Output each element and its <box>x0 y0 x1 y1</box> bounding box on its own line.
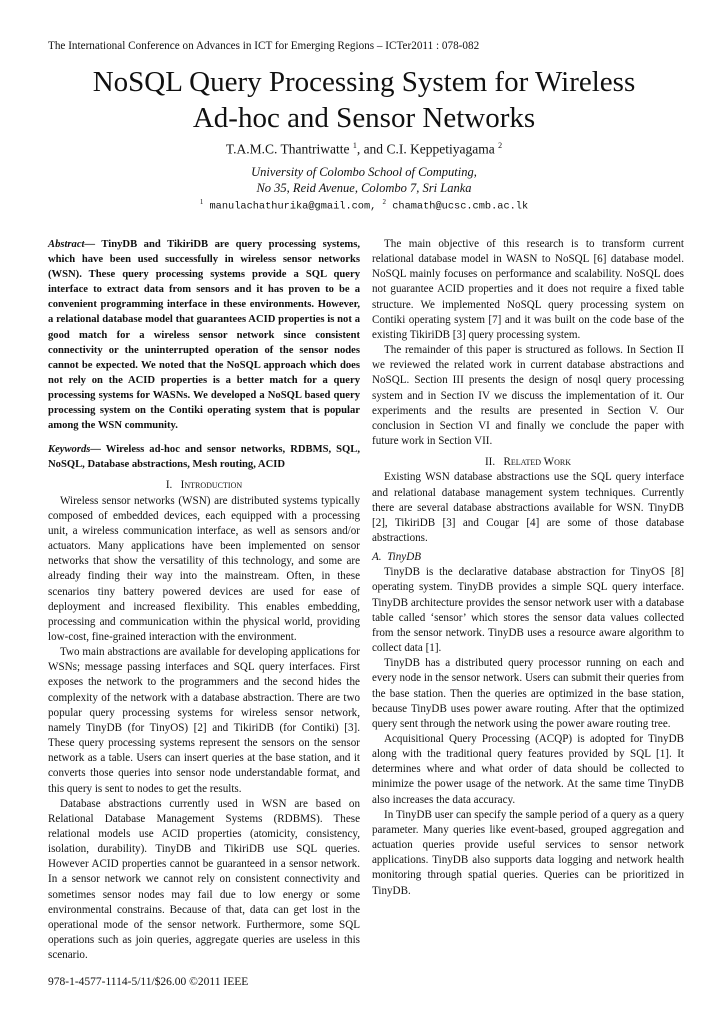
paragraph: Two main abstractions are available for developing applications for WSNs; message passing interfaces and SQL query interfaces. First exposes the network to the programmers and the second hides the complexity of the network with a database abstraction. There are two popular query processing systems for wireless sensor network, namely TinyDB (for TinyOS) [2] and TikiriDB (for Contiki) [3]. These query processing systems represent the sensors on the sensor network as a table. Users can insert queries at the base station, and it converts those queries into sensor node understandable format, and this query is sent to nodes to get the results. <box>48 646 360 795</box>
email-2-marker: 2 <box>382 198 387 206</box>
abstract <box>48 237 360 433</box>
subsection-heading-tinydb <box>372 550 684 565</box>
author-2-marker: 2 <box>498 141 503 150</box>
paper-title <box>40 64 688 136</box>
paragraph: Database abstractions currently used in WSN are based on Relational Database Management Systems (RDBMS). These relational models use ACID properties (atomicity, consistency, isolation, durability). TinyDB and TikiriDB use SQL queries. However ACID properties cannot be guaranteed in a sensor network. In a sensor network we cannot rely on consistent connectivity and sometimes sensor nodes may fail due to low energy or some environmental constrains. Because of that, data can get lost in the operational mode of the sensor network. Furthermore, some SQL operations such as join queries, aggregate queries are useless in this scenario. <box>48 797 360 962</box>
keywords-text: Wireless ad-hoc and sensor networks, RDBMS, SQL, NoSQL, Database abstractions, Mesh routing, ACID <box>48 444 360 471</box>
section-title: Introduction <box>180 479 243 492</box>
paragraph: TinyDB has a distributed query processor running on each and every node in the sensor network. Users can submit their queries from the base station. Then the queries are optimized in the base station, because TinyDB uses power aware routing. After that the optimized query sent through the network using the power aware routing tree. <box>372 657 684 730</box>
abstract-label: Abstract— <box>48 239 96 250</box>
paragraph: TinyDB is the declarative database abstraction for TinyOS [8] operating system. TinyDB provides a simple SQL query interface. TinyDB architecture provides the sensor network user with a database table called ‘sensor’ which stores the sensor data values collected from the sensor network. TinyDB uses a resource aware algorithm to collect data [1]. <box>372 566 684 655</box>
title-line-1: NoSQL Query Processing System for Wireless <box>92 66 636 98</box>
paragraph: The main objective of this research is to transform current relational database model in WASN to NoSQL [6] database model. NoSQL mainly focuses on performance and scalability. NoSQL does not guarantee ACID properties and it does not require a fixed table structure. We implemented NoSQL query processing system on Contiki operating system [7] and it was built on the code base of the existing TikiriDB [3] query processing system. <box>372 238 684 341</box>
left-column <box>48 237 360 963</box>
copyright-footer: 978-1-4577-1114-5/11/$26.00 ©2011 IEEE <box>48 976 249 988</box>
paragraph: Acquisitional Query Processing (ACQP) is adopted for TinyDB along with the traditional query features provided by SQL [1]. It determines where and what order of data should be collected to minimize the power usage of the network. At the same time TinyDB also increases the data accuracy. <box>372 733 684 806</box>
author-emails <box>40 198 688 212</box>
author-1-marker: 1 <box>352 141 357 150</box>
keywords-label: Keywords— <box>48 444 101 456</box>
title-line-2: Ad-hoc and Sensor Networks <box>192 102 536 134</box>
conference-header: The International Conference on Advances in ICT for Emerging Regions – ICTer2011 : 078-082 <box>48 40 480 52</box>
keywords <box>48 442 360 472</box>
paragraph: The remainder of this paper is structured as follows. In Section II we reviewed the related work in current database abstractions and NoSQL. Section III presents the design of nosql query processing system and in Section IV we discuss the implementation of it. Our experiments and the results are presented in Section V. Our conclusion in Section VI and finally we conclude the paper with future work in Section VII. <box>372 344 684 448</box>
author-1: T.A.M.C. Thantriwatte <box>225 141 350 157</box>
author-separator: , and <box>356 141 387 157</box>
affiliation-line-1: University of Colombo School of Computing, <box>251 165 477 179</box>
section-number: I. <box>165 479 173 492</box>
section-heading-related-work <box>372 455 684 470</box>
email-2: chamath@ucsc.cmb.ac.lk <box>392 200 529 213</box>
subsection-title: TinyDB <box>387 551 422 564</box>
section-heading-introduction <box>48 478 360 493</box>
author-list <box>40 141 688 158</box>
email-1: manulachathurika@gmail.com, <box>209 200 377 213</box>
abstract-text: TinyDB and TikiriDB are query processing systems, which have been used successfully in wireless sensor networks (WSN). These query processing systems provide a SQL query interface to extract data from sensors and it has proven to be a convenient programming interface in these environments. However, a relational database model that guarantees ACID properties is not a good match for a wireless sensor network since consistent connectivity or the uninterrupted operation of the sensor nodes cannot be expected. We noted that the NoSQL approach which does not rely on the ACID properties is a better match for a query processing systems for WASNs. We developed a NoSQL based query processing system on the Contiki operating system that is popular among the WSN community. <box>48 239 360 432</box>
affiliation-line-2: No 35, Reid Avenue, Colombo 7, Sri Lanka <box>256 181 472 195</box>
right-column <box>372 237 684 899</box>
section-title: Related Work <box>503 456 572 469</box>
email-1-marker: 1 <box>199 198 204 206</box>
author-2: C.I. Keppetiyagama <box>386 141 495 157</box>
section-number: II. <box>484 456 496 469</box>
paragraph: In TinyDB user can specify the sample period of a query as a query parameter. Many queries like event-based, grouped aggregation and actuation queries provide useful services to sensor network applications. TinyDB also supports data logging and network health monitoring through spatial queries. Queries can be prioritized in TinyDB. <box>372 808 684 897</box>
paragraph: Wireless sensor networks (WSN) are distributed systems typically composed of embedded devices, each equipped with a processing unit, a wireless communication interface, as well as sensors and/or actuators. Many applications have been implemented on sensor networks that show the versatility of this technology, and some are already finding their way into the mainstream. Often, in these scenarios tiny battery powered devices are used for ease of deployment and increased flexibility. This enables embedding, processing and communication within the physical world, providing low-cost, fine-grained interaction with the environment. <box>48 494 360 643</box>
subsection-label: A. <box>372 551 382 564</box>
paragraph: Existing WSN database abstractions use the SQL query interface and relational database management system techniques. Currently there are several database abstractions available for WSN. TinyDB [2], TikiriDB [3] and Cougar [4] are some of those database abstractions. <box>372 471 684 544</box>
